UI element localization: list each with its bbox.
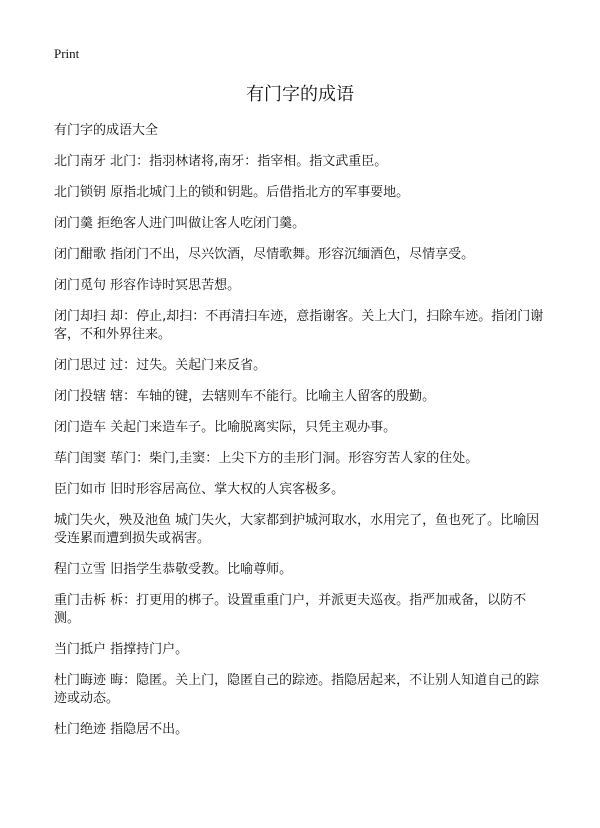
- idiom-entry: 杜门晦迹 晦：隐匿。关上门，隐匿自己的踪迹。指隐居起来，不让别人知道自己的踪迹或动态。: [54, 673, 540, 706]
- page-title: 有门字的成语: [246, 84, 354, 105]
- idiom-entry: 重门击柝 柝：打更用的梆子。设置重重门户，并派更夫巡夜。指严加戒备，以防不测。: [54, 593, 527, 626]
- idiom-entry: 北门南牙 北门：指羽林诸将,南牙：指宰相。指文武重臣。: [54, 154, 388, 169]
- idiom-entry: 城门失火，殃及池鱼 城门失火，大家都到护城河取水，水用完了，鱼也死了。比喻因受连累而遭到损失或祸害。: [54, 513, 540, 546]
- idiom-entry: 当门抵户 指撑持门户。: [54, 642, 189, 657]
- idiom-entry: 闭门投辖 辖：车轴的键，去辖则车不能行。比喻主人留客的殷勤。: [54, 389, 436, 404]
- idiom-entry: 闭门思过 过：过失。关起门来反省。: [54, 358, 267, 373]
- idiom-entry: 闭门造车 关起门来造车子。比喻脱离实际，只凭主观办事。: [54, 420, 397, 435]
- idiom-entry: 程门立雪 旧指学生恭敬受教。比喻尊师。: [54, 562, 293, 577]
- idiom-entry: 闭门觅句 形容作诗时冥思苦想。: [54, 278, 241, 293]
- idiom-list: [54, 122, 550, 752]
- print-link[interactable]: Print: [54, 46, 80, 61]
- idiom-entry: 臣门如市 旧时形容居高位、掌大权的人宾客极多。: [54, 482, 345, 497]
- section-subtitle: 有门字的成语大全: [54, 123, 159, 138]
- idiom-entry: 杜门绝迹 指隐居不出。: [54, 722, 189, 737]
- idiom-entry: 北门锁钥 原指北城门上的锁和钥匙。后借指北方的军事要地。: [54, 185, 410, 200]
- idiom-entry: 闭门羹 拒绝客人进门叫做让客人吃闭门羹。: [54, 216, 306, 231]
- idiom-entry: 荜门闺窦 荜门：柴门,圭窦：上尖下方的圭形门洞。形容穷苦人家的住处。: [54, 451, 479, 466]
- idiom-entry: 闭门却扫 却：停止,却扫：不再清扫车迹，意指谢客。关上大门，扫除车迹。指闭门谢客，不和外界往来。: [54, 309, 544, 342]
- idiom-entry: 闭门酣歌 指闭门不出，尽兴饮酒，尽情歌舞。形容沉缅酒色，尽情享受。: [54, 247, 475, 262]
